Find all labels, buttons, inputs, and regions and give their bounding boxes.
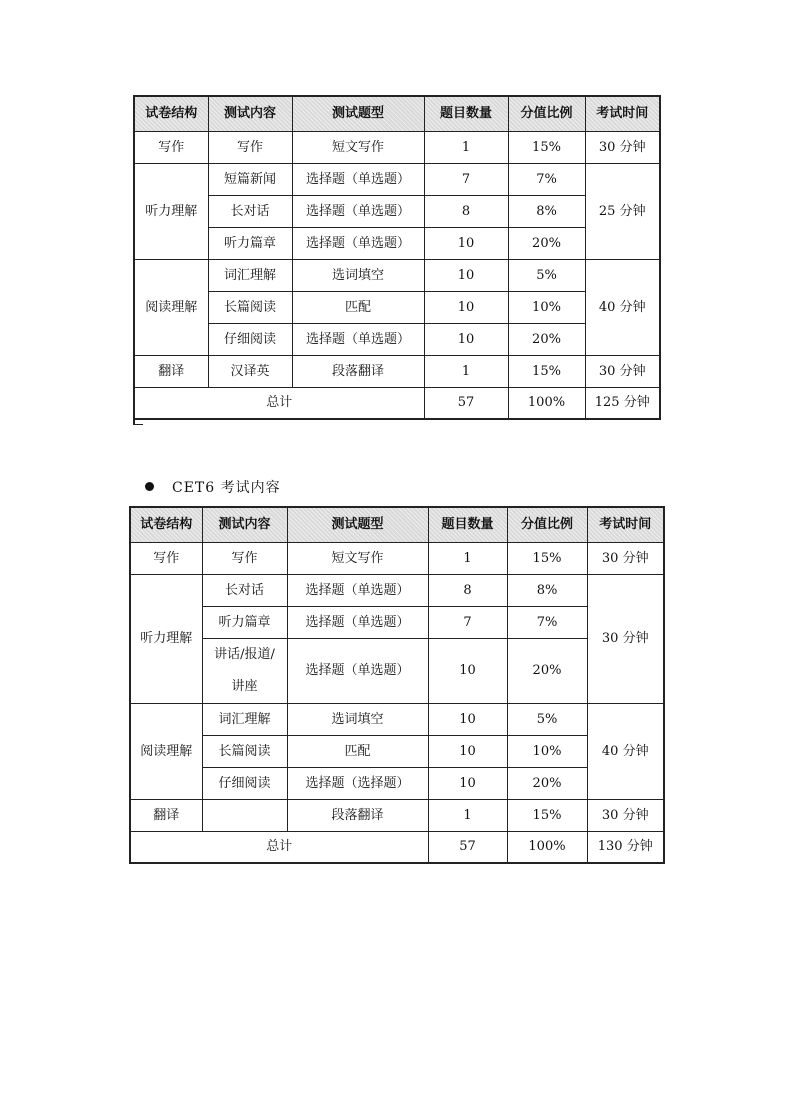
type-cell: 选择题（选择题） — [287, 767, 428, 799]
ratio-cell: 10% — [508, 291, 585, 323]
count-cell: 1 — [428, 542, 507, 574]
section-cell: 翻译 — [134, 355, 208, 387]
table-row — [134, 259, 660, 291]
count-cell: 1 — [428, 799, 507, 831]
time-cell: 130 分钟 — [587, 831, 664, 863]
ratio-cell: 15% — [507, 542, 587, 574]
content-cell — [202, 799, 287, 831]
table-row — [130, 767, 664, 799]
ratio-cell: 20% — [508, 323, 585, 355]
content-cell: 写作 — [202, 542, 287, 574]
time-cell: 30 分钟 — [587, 542, 664, 574]
type-cell: 选择题（单选题） — [287, 574, 428, 606]
header-ratio: 分值比例 — [507, 507, 587, 542]
content-line: 讲座 — [231, 678, 258, 694]
header-time: 考试时间 — [587, 507, 664, 542]
type-cell: 选择题（单选题） — [292, 323, 424, 355]
time-cell: 30 分钟 — [585, 355, 660, 387]
table-row — [130, 703, 664, 735]
type-cell: 选择题（单选题） — [292, 163, 424, 195]
ratio-cell: 20% — [508, 227, 585, 259]
ratio-cell: 7% — [507, 606, 587, 638]
content-cell: 听力篇章 — [202, 606, 287, 638]
time-cell: 125 分钟 — [585, 387, 660, 419]
content-cell — [202, 638, 287, 703]
type-cell: 选词填空 — [292, 259, 424, 291]
header-time: 考试时间 — [585, 96, 660, 131]
total-row — [130, 831, 664, 863]
ratio-cell: 20% — [507, 767, 587, 799]
table-row — [130, 735, 664, 767]
content-cell: 词汇理解 — [202, 703, 287, 735]
ratio-cell: 100% — [508, 387, 585, 419]
content-cell: 长篇阅读 — [208, 291, 292, 323]
section-cell: 翻译 — [130, 799, 202, 831]
ratio-cell: 8% — [508, 195, 585, 227]
header-ratio: 分值比例 — [508, 96, 585, 131]
time-cell: 25 分钟 — [585, 163, 660, 259]
type-cell: 选择题（单选题） — [287, 606, 428, 638]
section-cell: 写作 — [134, 131, 208, 163]
content-cell: 听力篇章 — [208, 227, 292, 259]
count-cell: 8 — [428, 574, 507, 606]
content-cell: 汉译英 — [208, 355, 292, 387]
table-row — [134, 291, 660, 323]
cet6-heading-text: CET6 考试内容 — [172, 480, 281, 496]
content-cell: 长对话 — [208, 195, 292, 227]
header-count: 题目数量 — [424, 96, 508, 131]
type-cell: 段落翻译 — [287, 799, 428, 831]
header-type: 测试题型 — [287, 507, 428, 542]
type-cell: 短文写作 — [292, 131, 424, 163]
ratio-cell: 20% — [507, 638, 587, 703]
count-cell: 1 — [424, 355, 508, 387]
count-cell: 7 — [428, 606, 507, 638]
content-cell: 仔细阅读 — [208, 323, 292, 355]
header-count: 题目数量 — [428, 507, 507, 542]
bullet-icon — [145, 482, 154, 491]
content-cell: 仔细阅读 — [202, 767, 287, 799]
type-cell: 匹配 — [287, 735, 428, 767]
content-cell: 长对话 — [202, 574, 287, 606]
count-cell: 10 — [428, 735, 507, 767]
cet6-heading — [145, 477, 281, 497]
type-cell: 匹配 — [292, 291, 424, 323]
count-cell: 57 — [424, 387, 508, 419]
header-content: 测试内容 — [202, 507, 287, 542]
table-row — [134, 323, 660, 355]
content-line: 讲话/报道/ — [214, 646, 275, 662]
count-cell: 10 — [428, 703, 507, 735]
type-cell: 选择题（单选题） — [287, 638, 428, 703]
total-label: 总计 — [134, 387, 424, 419]
table-row — [130, 606, 664, 638]
content-cell: 长篇阅读 — [202, 735, 287, 767]
section-cell: 阅读理解 — [134, 259, 208, 355]
count-cell: 10 — [428, 767, 507, 799]
type-cell: 选词填空 — [287, 703, 428, 735]
count-cell: 10 — [424, 259, 508, 291]
count-cell: 8 — [424, 195, 508, 227]
count-cell: 10 — [428, 638, 507, 703]
time-cell: 40 分钟 — [587, 703, 664, 799]
table-row — [130, 542, 664, 574]
header-type: 测试题型 — [292, 96, 424, 131]
count-cell: 10 — [424, 291, 508, 323]
total-row — [134, 387, 660, 419]
table-row — [134, 195, 660, 227]
type-cell: 选择题（单选题） — [292, 195, 424, 227]
type-cell: 选择题（单选题） — [292, 227, 424, 259]
table-row — [134, 131, 660, 163]
count-cell: 57 — [428, 831, 507, 863]
type-cell: 段落翻译 — [292, 355, 424, 387]
count-cell: 7 — [424, 163, 508, 195]
header-content: 测试内容 — [208, 96, 292, 131]
ratio-cell: 15% — [508, 355, 585, 387]
table-row — [130, 574, 664, 606]
time-cell: 30 分钟 — [585, 131, 660, 163]
table-row — [134, 355, 660, 387]
time-cell: 40 分钟 — [585, 259, 660, 355]
count-cell: 10 — [424, 323, 508, 355]
ratio-cell: 5% — [507, 703, 587, 735]
ratio-cell: 100% — [507, 831, 587, 863]
content-cell: 短篇新闻 — [208, 163, 292, 195]
total-label: 总计 — [130, 831, 428, 863]
time-cell: 30 分钟 — [587, 799, 664, 831]
ratio-cell: 10% — [507, 735, 587, 767]
ratio-cell: 7% — [508, 163, 585, 195]
ratio-cell: 15% — [507, 799, 587, 831]
content-cell: 写作 — [208, 131, 292, 163]
section-cell: 写作 — [130, 542, 202, 574]
section-cell: 阅读理解 — [130, 703, 202, 799]
content-cell: 词汇理解 — [208, 259, 292, 291]
table-row — [130, 638, 664, 703]
table-row — [134, 163, 660, 195]
ratio-cell: 15% — [508, 131, 585, 163]
ratio-cell: 8% — [507, 574, 587, 606]
count-cell: 1 — [424, 131, 508, 163]
table-row — [134, 227, 660, 259]
section-cell: 听力理解 — [134, 163, 208, 259]
table-corner-mark — [133, 420, 143, 425]
count-cell: 10 — [424, 227, 508, 259]
header-structure: 试卷结构 — [130, 507, 202, 542]
section-cell: 听力理解 — [130, 574, 202, 703]
ratio-cell: 5% — [508, 259, 585, 291]
cet6-exam-table — [129, 506, 665, 864]
table-header-row — [134, 96, 660, 131]
type-cell: 短文写作 — [287, 542, 428, 574]
cet4-exam-table — [133, 95, 661, 420]
header-structure: 试卷结构 — [134, 96, 208, 131]
time-cell: 30 分钟 — [587, 574, 664, 703]
table-row — [130, 799, 664, 831]
table-header-row — [130, 507, 664, 542]
